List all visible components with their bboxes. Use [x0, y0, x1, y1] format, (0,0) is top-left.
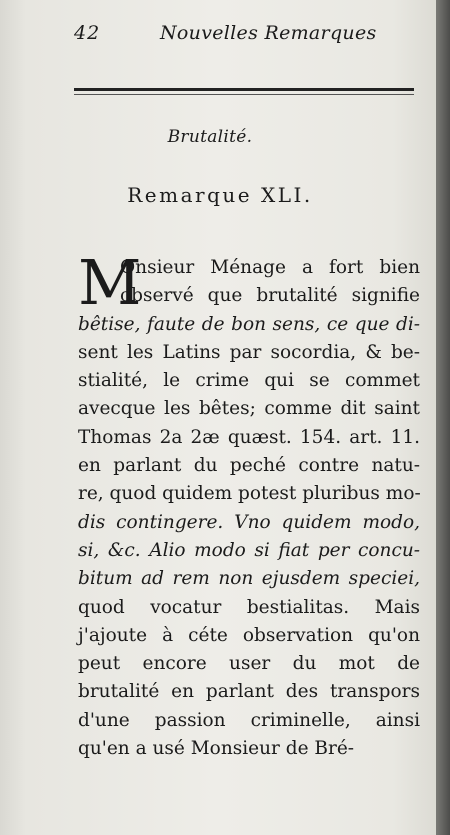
text-line: Thomas 2a 2æ quæst. 154. art. 11.	[78, 426, 420, 448]
text-line: sent les Latins par socordia, & be-	[78, 341, 420, 363]
section-title: Brutalité.	[167, 127, 253, 147]
text-line: bitum ad rem non ejusdem speciei,	[78, 568, 420, 590]
page-edge-shadow	[436, 0, 450, 835]
text-line: observé que brutalité signifie	[120, 285, 420, 307]
text-line: en parlant du peché contre natu-	[78, 455, 420, 477]
text-line: brutalité en parlant des transpors	[78, 681, 420, 703]
text-line: dis contingere. Vno quidem modo,	[78, 511, 420, 533]
header-rule-thick	[74, 88, 414, 91]
running-head: Nouvelles Remarques	[160, 22, 377, 44]
body-text	[78, 246, 421, 763]
text-line: j'ajoute à céte observation qu'on	[78, 624, 420, 646]
text-line: bêtise, faute de bon sens, ce que di-	[78, 313, 420, 335]
text-line: qu'en a usé Monsieur de Bré-	[78, 738, 355, 760]
header-rule-thin	[74, 94, 414, 95]
text-line: stialité, le crime qui se commet	[78, 370, 420, 392]
text-line: si, &c. Alio modo si fiat per concu-	[78, 539, 420, 561]
page-header	[74, 22, 418, 52]
drop-cap: M	[78, 246, 142, 319]
text-line: avecque les bêtes; comme dit saint	[78, 398, 420, 420]
text-line: d'une passion criminelle, ainsi	[78, 709, 420, 731]
text-line: peut encore user du mot de	[78, 653, 420, 675]
remark-heading: Remarque XLI.	[127, 183, 313, 207]
page-number: 42	[74, 22, 101, 44]
text-line: Onsieur Ménage a fort bien	[120, 257, 420, 278]
text-line: quod vocatur bestialitas. Mais	[78, 596, 420, 618]
text-line: re, quod quidem potest pluribus mo-	[78, 483, 421, 505]
